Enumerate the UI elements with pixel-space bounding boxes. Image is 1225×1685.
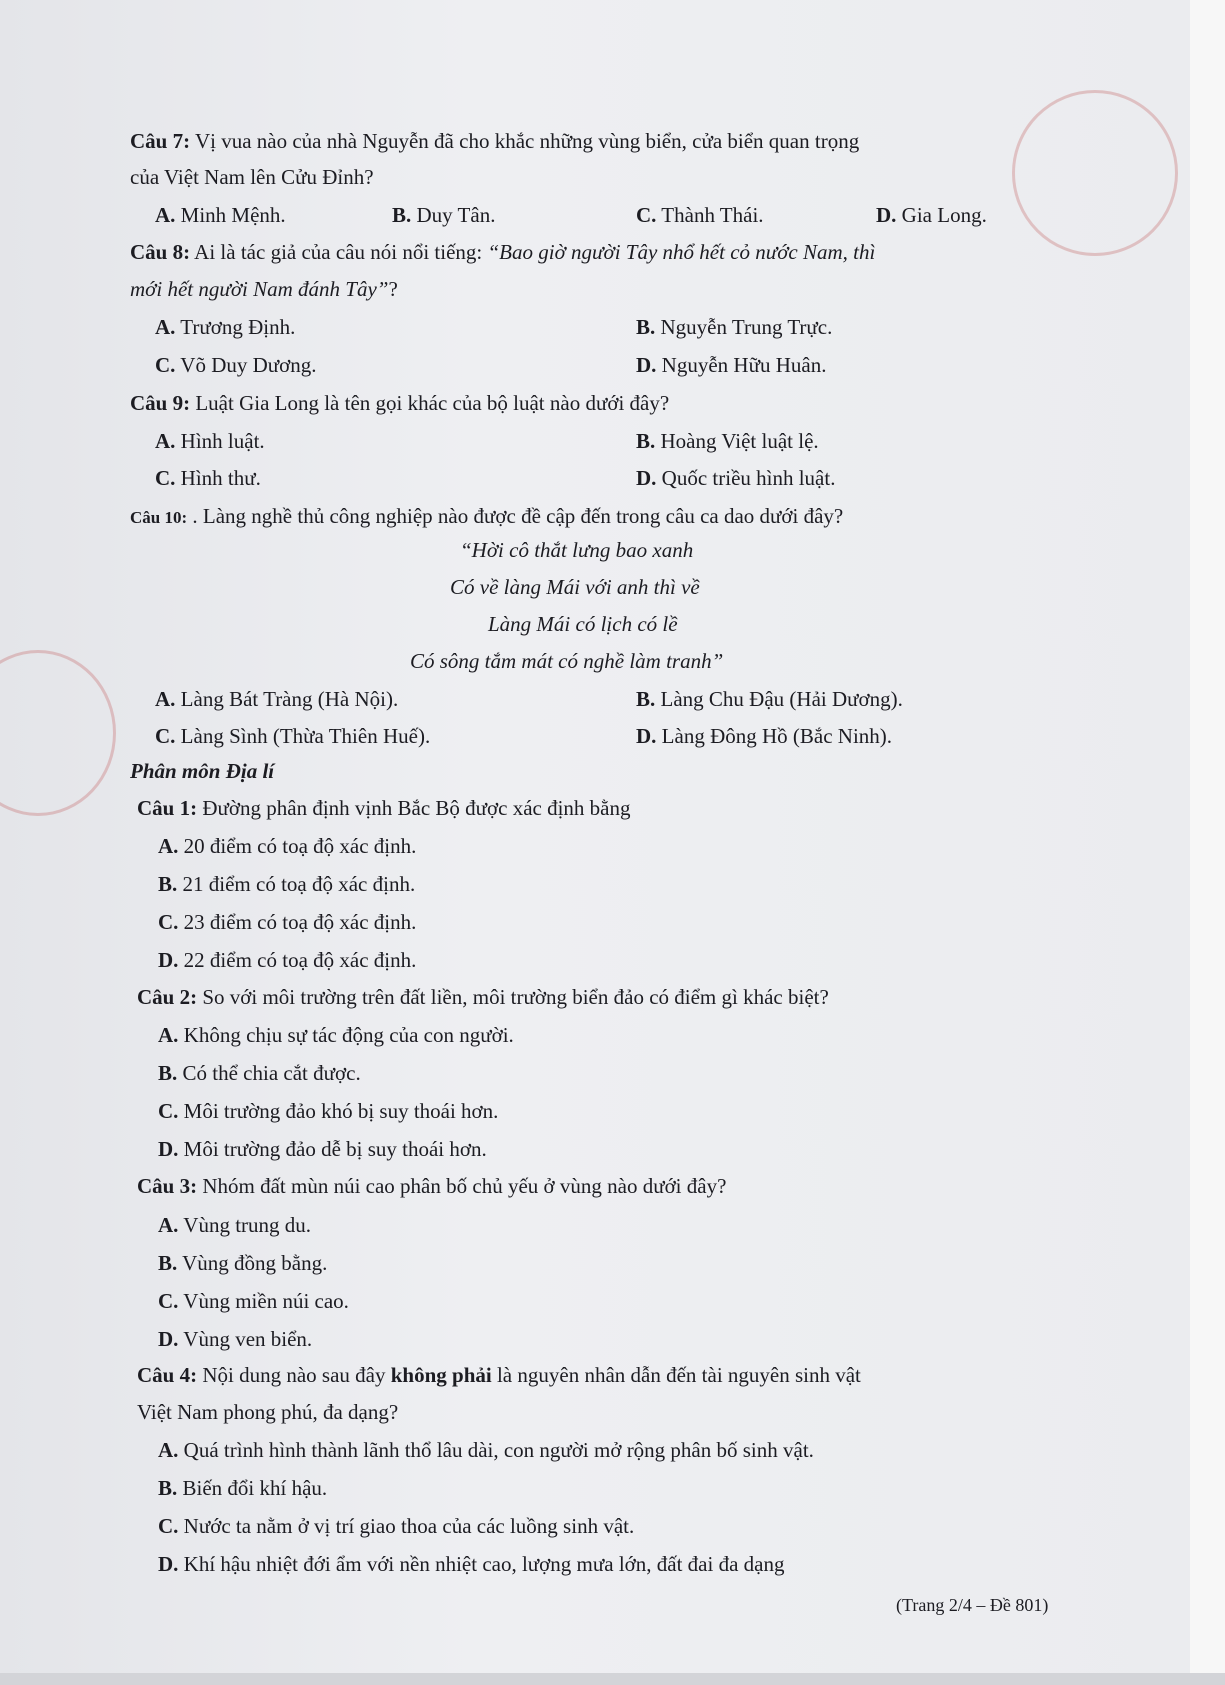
poem-line-3: Làng Mái có lịch có lề — [488, 612, 678, 636]
question-10-option-a: A. Làng Bát Tràng (Hà Nội). — [155, 687, 399, 711]
geo-question-3-option-b: B. Vùng đồng bằng. — [158, 1251, 328, 1275]
question-10-option-b: B. Làng Chu Đậu (Hải Dương). — [636, 687, 903, 711]
question-7-line-2: của Việt Nam lên Cửu Đỉnh? — [130, 165, 374, 189]
question-7-option-d: D. Gia Long. — [876, 203, 987, 227]
geo-question-3-option-d: D. Vùng ven biển. — [158, 1327, 313, 1351]
geo-question-4-option-b: B. Biến đổi khí hậu. — [158, 1476, 328, 1500]
question-10-line-1: Câu 10: . Làng nghề thủ công nghiệp nào được đề cập đến trong câu ca dao dưới đây? — [130, 504, 844, 528]
question-8-option-b: B. Nguyễn Trung Trực. — [636, 315, 833, 339]
poem-line-2: Có về làng Mái với anh thì về — [450, 575, 700, 599]
poem-line-4: Có sông tắm mát có nghề làm tranh” — [410, 649, 724, 673]
question-7-option-a: A. Minh Mệnh. — [155, 203, 286, 227]
geo-question-1-option-a: A. 20 điểm có toạ độ xác định. — [158, 834, 417, 858]
question-8-option-a: A. Trương Định. — [155, 315, 296, 339]
geo-question-1-option-c: C. 23 điểm có toạ độ xác định. — [158, 910, 417, 934]
question-7-option-b: B. Duy Tân. — [392, 203, 496, 227]
geo-question-1-option-d: D. 22 điểm có toạ độ xác định. — [158, 948, 417, 972]
geo-question-1-line-1: Câu 1: Đường phân định vịnh Bắc Bộ được xác định bằng — [137, 796, 631, 820]
question-8-line-1: Câu 8: Ai là tác giả của câu nói nổi tiếng: “Bao giờ người Tây nhổ hết cỏ nước Nam, thì — [130, 240, 876, 264]
geo-question-1-option-b: B. 21 điểm có toạ độ xác định. — [158, 872, 416, 896]
question-7-option-c: C. Thành Thái. — [636, 203, 764, 227]
question-8-option-d: D. Nguyễn Hữu Huân. — [636, 353, 827, 377]
geo-question-4-option-a: A. Quá trình hình thành lãnh thổ lâu dài, con người mở rộng phân bố sinh vật. — [158, 1438, 814, 1462]
geo-question-2-option-d: D. Môi trường đảo dễ bị suy thoái hơn. — [158, 1137, 487, 1161]
question-10-option-d: D. Làng Đông Hồ (Bắc Ninh). — [636, 724, 893, 748]
geo-question-2-option-b: B. Có thể chia cắt được. — [158, 1061, 361, 1085]
geo-question-2-option-c: C. Môi trường đảo khó bị suy thoái hơn. — [158, 1099, 499, 1123]
question-9-option-a: A. Hình luật. — [155, 429, 265, 453]
geo-question-4-option-d: D. Khí hậu nhiệt đới ẩm với nền nhiệt cao, lượng mưa lớn, đất đai đa dạng — [158, 1552, 785, 1576]
poem-line-1: “Hời cô thắt lưng bao xanh — [460, 538, 694, 562]
section-heading: Phân môn Địa lí — [130, 759, 275, 783]
geo-question-2-option-a: A. Không chịu sự tác động của con người. — [158, 1023, 514, 1047]
geo-question-3-option-c: C. Vùng miền núi cao. — [158, 1289, 349, 1313]
page-footer: (Trang 2/4 – Đề 801) — [896, 1595, 1049, 1615]
geo-question-2-line-1: Câu 2: So với môi trường trên đất liền, môi trường biển đảo có điểm gì khác biệt? — [137, 985, 829, 1009]
question-9-option-b: B. Hoàng Việt luật lệ. — [636, 429, 819, 453]
question-7-line-1: Câu 7: Vị vua nào của nhà Nguyễn đã cho khắc những vùng biển, cửa biển quan trọng — [130, 129, 860, 153]
question-9-option-d: D. Quốc triều hình luật. — [636, 466, 836, 490]
geo-question-3-line-1: Câu 3: Nhóm đất mùn núi cao phân bố chủ yếu ở vùng nào dưới đây? — [137, 1174, 727, 1198]
geo-question-4-option-c: C. Nước ta nằm ở vị trí giao thoa của các luồng sinh vật. — [158, 1514, 635, 1538]
geo-question-4-line-2: Việt Nam phong phú, đa dạng? — [137, 1400, 399, 1424]
geo-question-3-option-a: A. Vùng trung du. — [158, 1213, 312, 1237]
question-8-option-c: C. Võ Duy Dương. — [155, 353, 317, 377]
question-9-option-c: C. Hình thư. — [155, 466, 261, 490]
question-9-line-1: Câu 9: Luật Gia Long là tên gọi khác của bộ luật nào dưới đây? — [130, 391, 670, 415]
question-8-line-2: mới hết người Nam đánh Tây”? — [130, 277, 398, 301]
scan-edge-right — [1190, 0, 1225, 1685]
question-10-option-c: C. Làng Sình (Thừa Thiên Huế). — [155, 724, 431, 748]
geo-question-4-line-1: Câu 4: Nội dung nào sau đây không phải là nguyên nhân dẫn đến tài nguyên sinh vật — [137, 1363, 861, 1387]
